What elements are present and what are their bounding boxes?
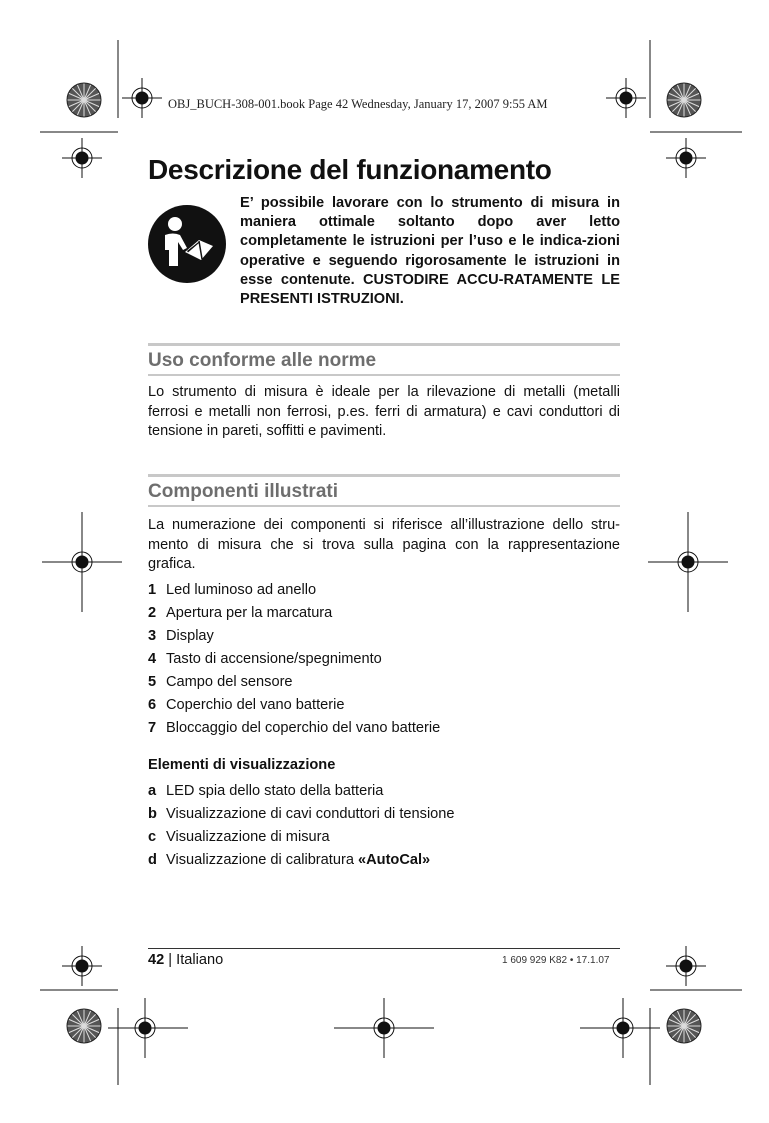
item-number: 3 bbox=[148, 628, 157, 644]
item-label: Campo del sensore bbox=[166, 674, 293, 690]
registration-mark-bottom-left bbox=[108, 998, 188, 1058]
star-target-top-left bbox=[66, 82, 102, 118]
registration-mark-right-upper bbox=[666, 138, 706, 178]
section-components bbox=[148, 474, 620, 507]
display-elements-list bbox=[148, 780, 620, 872]
list-item bbox=[148, 717, 620, 740]
registration-mark-top-left bbox=[122, 78, 162, 118]
item-letter: b bbox=[148, 806, 157, 822]
item-number: 4 bbox=[148, 651, 157, 667]
list-item bbox=[148, 803, 620, 826]
item-number: 7 bbox=[148, 720, 157, 736]
item-letter: d bbox=[148, 852, 157, 868]
list-item bbox=[148, 780, 620, 803]
item-number: 5 bbox=[148, 674, 157, 690]
registration-mark-bottom-center bbox=[334, 998, 434, 1058]
item-label: Tasto di accensione/spegnimento bbox=[166, 651, 382, 667]
item-label: Visualizzazione di cavi conduttori di tensione bbox=[166, 806, 455, 822]
autocal-emphasis: «AutoCal» bbox=[358, 852, 431, 868]
page-title: Descrizione del funzionamento bbox=[148, 154, 552, 185]
item-label: Visualizzazione di misura bbox=[166, 829, 330, 845]
star-target-bottom-left bbox=[66, 1008, 102, 1044]
section-rule-bottom bbox=[148, 505, 620, 507]
list-item bbox=[148, 849, 620, 872]
item-letter: a bbox=[148, 783, 157, 799]
item-label: Visualizzazione di calibratura bbox=[166, 852, 358, 868]
list-item bbox=[148, 602, 620, 625]
footer-page-info: 42 | Italiano bbox=[148, 952, 224, 968]
item-number: 6 bbox=[148, 697, 157, 713]
list-item bbox=[148, 694, 620, 717]
star-target-top-right bbox=[666, 82, 702, 118]
list-item bbox=[148, 579, 620, 602]
section-rule-bottom bbox=[148, 374, 620, 376]
item-label: LED spia dello stato della batteria bbox=[166, 783, 384, 799]
read-manual-icon bbox=[147, 204, 227, 284]
page-number: 42 bbox=[148, 952, 165, 968]
registration-mark-left-middle bbox=[42, 512, 122, 612]
registration-mark-right-lower bbox=[666, 946, 706, 986]
item-label: Bloccaggio del coperchio del vano batterie bbox=[166, 720, 441, 736]
item-label: Apertura per la marcatura bbox=[166, 605, 333, 621]
list-item bbox=[148, 625, 620, 648]
item-label: Display bbox=[166, 628, 214, 644]
section-heading: Uso conforme alle norme bbox=[148, 350, 377, 371]
item-label: Led luminoso ad anello bbox=[166, 582, 317, 598]
components-text: La numerazione dei componenti si riferisce all’illustrazione dello stru-mento di misura che si trova sulla pagina con la rappresentazione grafica. bbox=[148, 517, 620, 572]
list-item bbox=[148, 671, 620, 694]
registration-mark-bottom-right bbox=[580, 998, 660, 1058]
item-number: 2 bbox=[148, 605, 157, 621]
item-number: 1 bbox=[148, 582, 157, 598]
display-elements-heading: Elementi di visualizzazione bbox=[148, 757, 336, 773]
list-item bbox=[148, 648, 620, 671]
registration-mark-left-upper bbox=[62, 138, 102, 178]
safety-warning-text: E’ possibile lavorare con lo strumento di misura in maniera ottimale soltanto dopo aver letto completamente le istruzioni per l’uso e le indica-zioni operative e seguendo rigorosamente le istruzioni in esse contenute. CUSTODIRE ACCU-RATAMENTE LE PRESENTI ISTRUZIONI. bbox=[240, 195, 620, 308]
intended-use-text: Lo strumento di misura è ideale per la rilevazione di metalli (metalli ferrosi e metalli non ferrosi, p.es. ferri di armatura) e cavi conduttori di tensione in pareti, soffitti e pavimenti. bbox=[148, 384, 620, 439]
footer-doc-code: 1 609 929 K82 • 17.1.07 bbox=[502, 955, 610, 966]
list-item bbox=[148, 826, 620, 849]
section-heading: Componenti illustrati bbox=[148, 481, 338, 502]
item-letter: c bbox=[148, 829, 157, 845]
print-slug: OBJ_BUCH-308-001.book Page 42 Wednesday, January 17, 2007 9:55 AM bbox=[168, 97, 548, 111]
section-intended-use bbox=[148, 343, 620, 376]
registration-mark-left-lower bbox=[62, 946, 102, 986]
components-list bbox=[148, 579, 620, 740]
star-target-bottom-right bbox=[666, 1008, 702, 1044]
item-label: Coperchio del vano batterie bbox=[166, 697, 345, 713]
registration-mark-right-middle bbox=[648, 512, 728, 612]
registration-mark-top-right bbox=[606, 78, 646, 118]
footer-rule bbox=[148, 948, 620, 949]
footer-language: Italiano bbox=[176, 952, 224, 968]
